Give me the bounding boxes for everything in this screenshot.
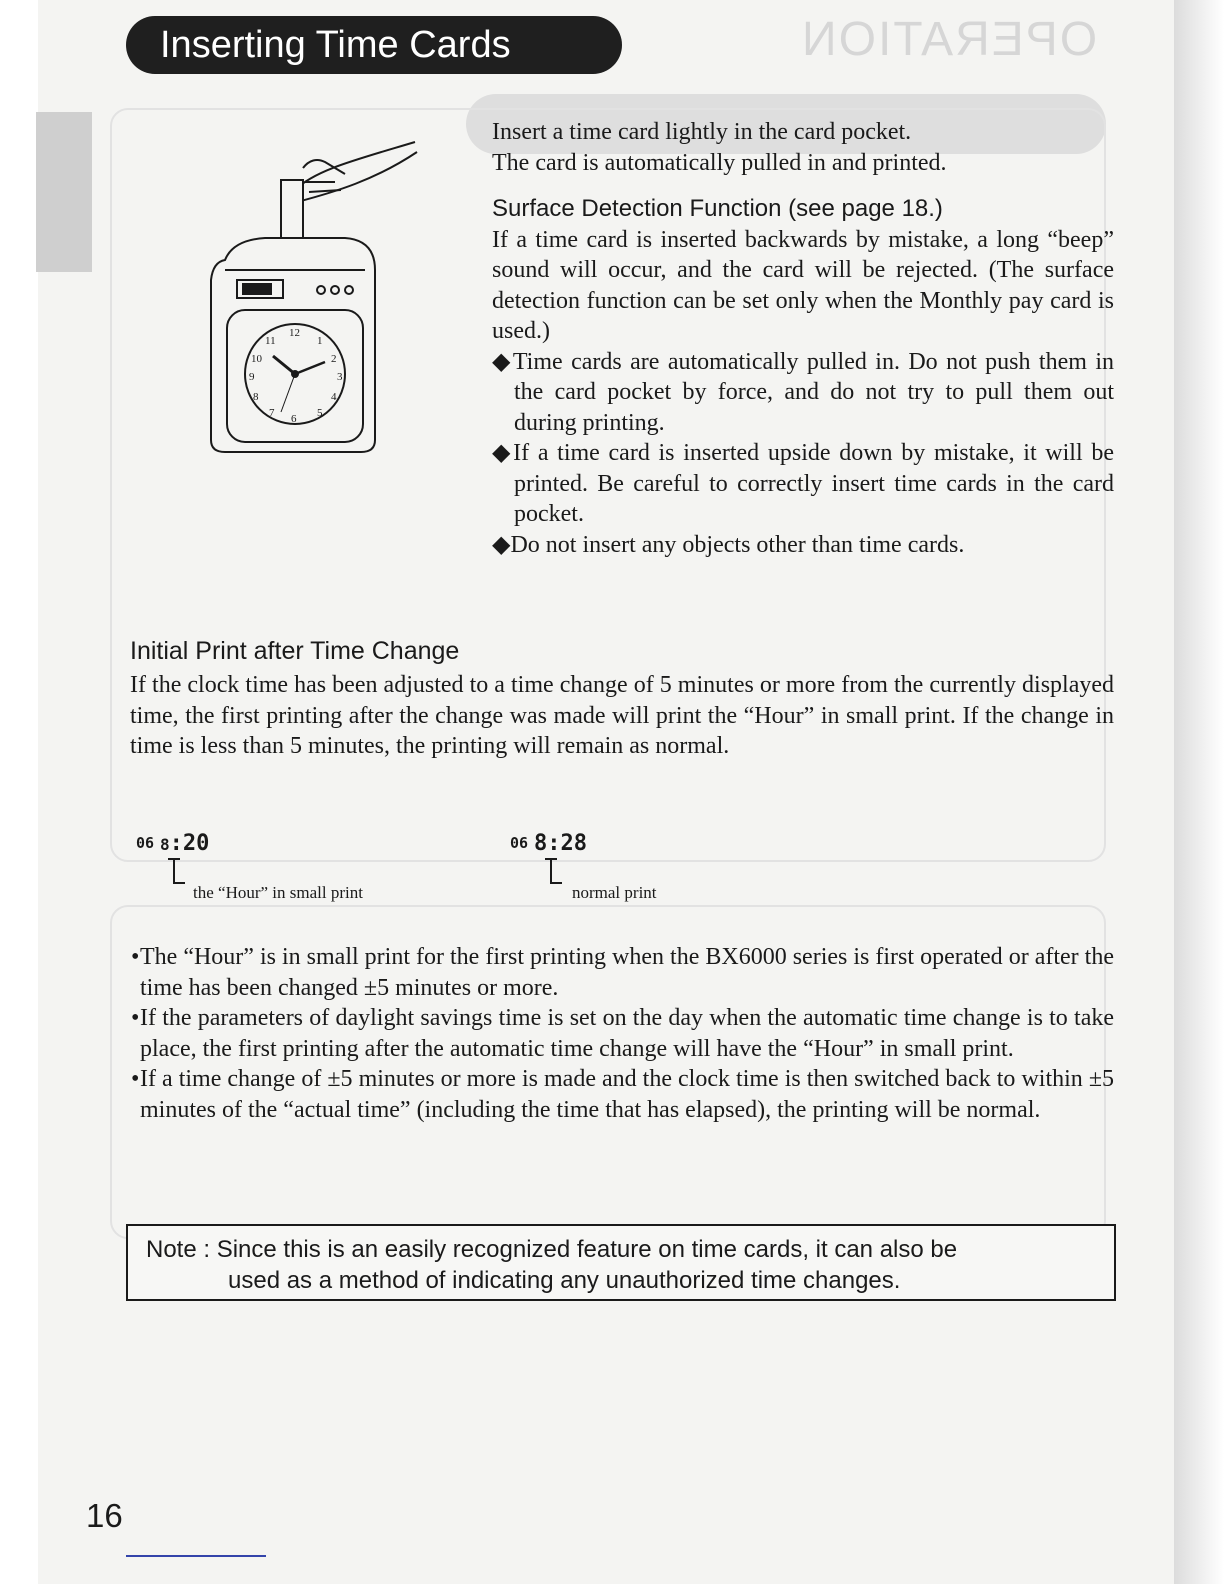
sample-small-hour (136, 830, 209, 856)
sample-normal-time: 8:28 (534, 830, 587, 856)
svg-text:4: 4 (331, 391, 337, 403)
sample-small-time (160, 831, 209, 856)
bullet-item: ◆Time cards are automatically pulled in. Do not push them in the card pocket by force, and do not try to pull them out during printing. (492, 348, 1114, 436)
page-right-edge (1174, 0, 1224, 1584)
note-box-line-1: Note : Since this is an easily recognized feature on time cards, it can also be (146, 1236, 958, 1263)
small-hour-digit: 8 (160, 834, 170, 854)
surface-detection-heading: Surface Detection Function (see page 18.) (492, 195, 943, 222)
list-item: • The “Hour” is in small print for the first printing when the BX6000 series is first operated or after the time has been changed ±5 minutes or more. (131, 944, 1114, 1001)
page-left-edge (0, 0, 38, 1584)
svg-text:2: 2 (331, 353, 337, 365)
page-number: 16 (86, 1497, 123, 1534)
bleed-through-header: OPERATION (800, 13, 1098, 66)
footer-rule (126, 1555, 266, 1557)
small-hour-rest: :20 (169, 830, 210, 856)
surface-detection-body: If a time card is inserted backwards by mistake, a long “beep” sound will occur, and the card will be rejected. (The surface detection function can be set only when the Monthly pay card is used.) (492, 226, 1114, 344)
intro-line-2: The card is automatically pulled in and printed. (492, 149, 947, 176)
svg-text:6: 6 (291, 413, 297, 425)
note-box (126, 1224, 1116, 1301)
svg-text:3: 3 (337, 371, 343, 383)
initial-print-heading: Initial Print after Time Change (130, 637, 460, 665)
list-item: • If the parameters of daylight savings time is set on the day when the automatic time change is to take place, the first printing after the automatic time change will have the “Hour” in small print. (131, 1005, 1114, 1062)
sample-normal-label: normal print (572, 883, 657, 902)
svg-text:7: 7 (269, 407, 275, 419)
svg-text:1: 1 (317, 335, 323, 347)
svg-text:5: 5 (317, 407, 323, 419)
bullet-item: ◆If a time card is inserted upside down by mistake, it will be printed. Be careful to correctly insert time cards in the card pocket. (492, 440, 1114, 527)
note-text: If the parameters of daylight savings time is set on the day when the automatic time change is to take place, the first printing after the automatic time change will have the “Hour” in small print. (140, 1005, 1114, 1062)
day-glyph: 06 (136, 833, 155, 852)
page-title: Inserting Time Cards (126, 16, 622, 74)
bleed-through-tab (36, 112, 92, 272)
note-text: If a time change of ±5 minutes or more is made and the clock time is then switched back to within ±5 minutes of the “actual time” (including the time that has elapsed), the printing will be normal. (140, 1066, 1114, 1123)
bullet-item: ◆Do not insert any objects other than time cards. (492, 531, 965, 558)
svg-text:8: 8 (253, 391, 259, 403)
day-glyph: 06 (510, 833, 529, 852)
svg-text:11: 11 (265, 335, 276, 347)
list-item: • If a time change of ±5 minutes or more is made and the clock time is then switched back to within ±5 minutes of the “actual time” (including the time that has elapsed), the printing will be normal. (131, 1066, 1114, 1123)
note-box-line-2: used as a method of indicating any unauthorized time changes. (228, 1267, 901, 1294)
sample-normal (510, 830, 587, 856)
svg-text:10: 10 (251, 353, 262, 365)
bracket (173, 858, 185, 884)
instructions-block (492, 117, 1114, 560)
time-recorder-illustration (185, 130, 485, 460)
note-text: The “Hour” is in small print for the first printing when the BX6000 series is first operated or after the time has been changed ±5 minutes or more. (140, 944, 1114, 1001)
bracket (550, 858, 562, 884)
svg-text:9: 9 (249, 371, 255, 383)
sample-small-label: the “Hour” in small print (193, 883, 363, 902)
initial-print-body: If the clock time has been adjusted to a time change of 5 minutes or more from the currently displayed time, the first printing after the change was made will print the “Hour” in small print. If the change in time is less than 5 minutes, the printing will remain as normal. (130, 672, 1114, 759)
svg-text:12: 12 (289, 327, 300, 339)
notes-list (131, 942, 1114, 1125)
intro-line-1: Insert a time card lightly in the card pocket. (492, 119, 912, 145)
